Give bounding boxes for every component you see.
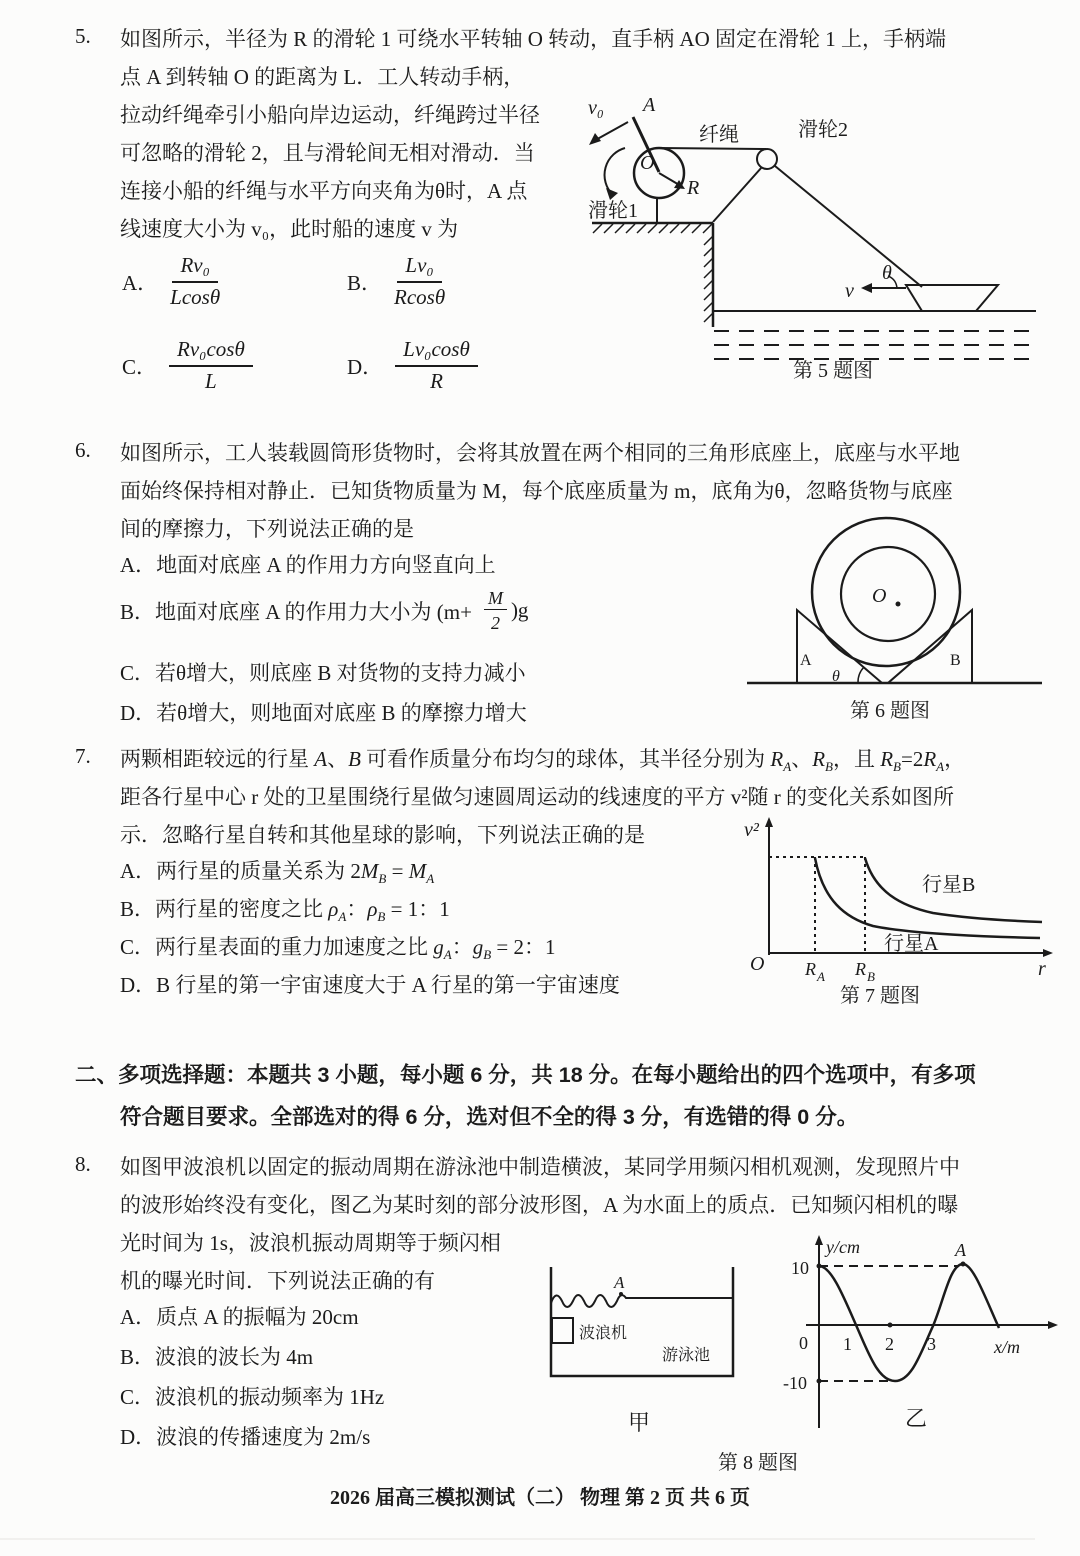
center-dot <box>896 602 901 607</box>
fraction <box>484 588 507 633</box>
rope-top <box>659 148 766 149</box>
q6-figure-lines <box>747 518 1042 683</box>
q5-line-4: 可忽略的滑轮 2，且与滑轮间无相对滑动．当 <box>120 141 535 165</box>
fraction <box>170 254 220 309</box>
q5-option-b <box>347 254 445 309</box>
page-footer: 2026 届高三模拟测试（二） 物理 第 2 页 共 6 页 <box>330 1487 750 1509</box>
section2-header-line-1: 二、多项选择题：本题共 3 小题，每小题 6 分，共 18 分。在每小题给出的四个选项中，有多项 <box>75 1063 976 1087</box>
figure-yi-caption: 乙 <box>905 1406 928 1431</box>
q7-line-2: 距各行星中心 r 处的卫星围绕行星做匀速圆周运动的线速度的平方 v²随 r 的变化关系如图所 <box>120 785 955 809</box>
point-A-label: A <box>955 1240 966 1260</box>
v-label: v <box>845 280 854 302</box>
q7-option-d: D．B 行星的第一宇宙速度大于 A 行星的第一宇宙速度 <box>120 973 620 997</box>
q8-option-d: D．波浪的传播速度为 2m/s <box>120 1425 371 1449</box>
origin-label: O <box>750 953 765 975</box>
option-label: A． <box>122 270 159 295</box>
wave-machine-label: 波浪机 <box>579 1325 628 1342</box>
q6-option-d: D．若θ增大，则地面对底座 B 的摩擦力增大 <box>120 701 527 725</box>
tick-dot-plus10 <box>817 1264 822 1269</box>
rotation-arc <box>605 148 625 194</box>
pulley-2-circle <box>757 149 777 169</box>
q7-number: 7. <box>75 744 91 768</box>
tick-zero: 0 <box>799 1333 808 1353</box>
q6-number: 6. <box>75 438 91 462</box>
x-axis-label: x/m <box>994 1337 1020 1357</box>
rope-label: 纤绳 <box>699 124 739 146</box>
q6-option-a: A．地面对底座 A 的作用力方向竖直向上 <box>120 553 496 577</box>
fraction <box>395 338 478 393</box>
pool-label: 游泳池 <box>662 1347 711 1364</box>
v-arrowhead <box>861 283 872 293</box>
q7-line-1: 两颗相距较远的行星 A、B 可看作质量分布均匀的球体，其半径分别为 $R_A$、$R_B$，且 $R_B=2R_A$， <box>120 747 966 775</box>
q6-line-2: 面始终保持相对静止．已知货物质量为 M，每个底座质量为 m，底角为θ，忽略货物与底座 <box>120 479 953 503</box>
planet-A-curve-label: 行星A <box>884 933 939 955</box>
fraction <box>394 254 445 309</box>
q6-line-3: 间的摩擦力，下列说法正确的是 <box>120 517 414 541</box>
q5-line-5: 连接小船的纤绳与水平方向夹角为θ时，A 点 <box>120 179 528 203</box>
q6-option-b <box>120 588 528 633</box>
q8-option-a: A．质点 A 的振幅为 20cm <box>120 1305 359 1329</box>
fraction <box>169 338 253 393</box>
tick-x3: 3 <box>927 1334 936 1354</box>
tick-RA-sub: A <box>817 969 825 984</box>
ground-hatching <box>593 224 712 233</box>
q8-figure-waveform <box>785 1232 1070 1437</box>
fraction-numerator: M <box>484 588 507 610</box>
q5-number: 5. <box>75 24 91 48</box>
wedge-A-label: A <box>800 652 812 669</box>
q7-option-c: C．两行星表面的重力加速度之比 $g_A$：$g_B = 2$：1 <box>120 935 556 963</box>
x-axis-arrowhead <box>1043 949 1053 957</box>
fraction-denominator: L <box>205 368 217 393</box>
fraction-numerator: Lv₀ <box>397 254 441 283</box>
fraction-denominator: Rcosθ <box>394 284 446 309</box>
q5-figure-lines <box>592 117 1036 359</box>
wedge-B-label: B <box>950 652 961 669</box>
q5-figure-pulley-boat <box>570 88 1045 388</box>
y-axis-label: y/cm <box>826 1237 860 1257</box>
rope-to-boat <box>775 166 922 287</box>
section2-header-line-2: 符合题目要求。全部选对的得 6 分，选对但不全的得 3 分，有选错的得 0 分。 <box>120 1105 859 1129</box>
q6-figure-cylinder-wedges <box>745 495 1045 727</box>
option-label: C． <box>122 354 158 379</box>
theta-arc <box>858 667 864 683</box>
pulley-1-label: 滑轮1 <box>588 200 638 222</box>
axis-O-label: O <box>640 152 655 174</box>
q5-line-6: 线速度大小为 v₀，此时船的速度 v 为 <box>120 217 459 241</box>
y-axis-arrowhead <box>765 817 773 827</box>
q5-option-d <box>347 338 478 393</box>
tick-RA-base: R <box>805 959 816 979</box>
v0-arrowhead <box>589 133 601 145</box>
point-A-label: A <box>643 94 656 116</box>
tick-RB-sub: B <box>867 969 875 984</box>
x-axis-arrowhead <box>1048 1321 1058 1329</box>
fraction-numerator: Rv₀ <box>172 254 217 283</box>
q6-line-1: 如图所示，工人装载圆筒形货物时，会将其放置在两个相同的三角形底座上，底座与水平地 <box>120 441 960 465</box>
wave-curve <box>819 1264 999 1381</box>
theta-label: θ <box>882 262 892 284</box>
fraction-numerator: Lv₀cosθ <box>395 338 478 367</box>
pulley-2-support <box>713 167 762 222</box>
q7-option-a: A．两行星的质量关系为 $2M_B = M_A$ <box>120 859 435 887</box>
radius-R-label: R <box>687 177 700 199</box>
tick-dot-minus10 <box>817 1379 822 1384</box>
y-axis-label: v² <box>744 819 759 841</box>
fraction-denominator: 2 <box>490 613 500 634</box>
q7-option-b: B．两行星的密度之比 $\rho_A$：$\rho_B = 1$：1 <box>120 897 450 925</box>
point-A-dot <box>619 1292 623 1296</box>
point-A-label: A <box>614 1273 625 1292</box>
q8-number: 8. <box>75 1152 91 1176</box>
v0-label: v₀ <box>588 97 604 119</box>
q8-figure-caption: 第 8 题图 <box>718 1452 798 1474</box>
figure-jia-caption: 甲 <box>628 1410 651 1435</box>
pulley-2-label: 滑轮2 <box>798 119 848 141</box>
tick-dot-x2 <box>888 1323 893 1328</box>
tick-x2: 2 <box>885 1334 894 1354</box>
rotation-arrowhead <box>606 188 618 200</box>
q7-line-3: 示．忽略行星自转和其他星球的影响，下列说法正确的是 <box>120 823 645 847</box>
tick-x1: 1 <box>843 1334 852 1354</box>
q5-line-3: 拉动纤绳牵引小船向岸边运动，纤绳跨过半径 <box>120 103 540 127</box>
q5-option-a <box>122 254 220 309</box>
option-b-post: )g <box>510 598 529 623</box>
tick-minus10: -10 <box>783 1373 807 1393</box>
theta-label: θ <box>832 668 840 685</box>
center-O-label: O <box>872 585 887 607</box>
fraction-numerator: Rv₀cosθ <box>169 338 253 367</box>
curve-planet-A <box>815 858 1040 938</box>
water-surface-wave <box>551 1295 733 1307</box>
q6-option-c: C．若θ增大，则底座 B 对货物的支持力减小 <box>120 661 526 685</box>
option-label: B． <box>347 270 383 295</box>
tick-plus10: 10 <box>791 1258 809 1278</box>
wave-machine-box <box>552 1318 573 1343</box>
cylinder-inner-circle <box>841 547 935 641</box>
boat <box>906 285 998 311</box>
planet-B-curve-label: 行星B <box>922 874 976 896</box>
q5-line-1: 如图所示，半径为 R 的滑轮 1 可绕水平转轴 O 转动，直手柄 AO 固定在滑轮 1 上，手柄端 <box>120 27 947 51</box>
option-b-pre: B．地面对底座 A 的作用力大小为 (m+ <box>120 599 472 624</box>
waveform-arrowheads-dots <box>815 1235 1058 1384</box>
q8-line-3: 光时间为 1s，波浪机振动周期等于频闪相 <box>120 1231 501 1255</box>
q8-line-4: 机的曝光时间．下列说法正确的有 <box>120 1269 435 1293</box>
option-label: D． <box>347 354 384 379</box>
point-A-dot <box>961 1262 966 1267</box>
fraction-denominator: R <box>430 368 443 393</box>
q8-option-b: B．波浪的波长为 4m <box>120 1345 314 1369</box>
scan-artifact-line <box>0 1538 1035 1540</box>
q8-option-c: C．波浪机的振动频率为 1Hz <box>120 1385 385 1409</box>
q7-figure-v2-r-graph <box>740 812 1062 1014</box>
q6-figure-caption: 第 6 题图 <box>850 700 930 722</box>
q8-line-1: 如图甲波浪机以固定的振动周期在游泳池中制造横波，某同学用频闪相机观测，发现照片中 <box>120 1155 960 1179</box>
x-axis-label: r <box>1038 958 1046 980</box>
fraction-denominator: Lcosθ <box>170 284 221 309</box>
y-axis-arrowhead <box>815 1235 823 1245</box>
q5-figure-caption: 第 5 题图 <box>793 360 873 382</box>
wedge-B <box>888 610 972 683</box>
q5-line-2: 点 A 到转轴 O 的距离为 L．工人转动手柄， <box>120 65 525 89</box>
wall-hatching <box>704 236 713 322</box>
q5-option-c <box>122 338 253 393</box>
q7-figure-caption: 第 7 题图 <box>840 985 920 1007</box>
tick-RB-base: R <box>855 959 866 979</box>
q8-line-2: 的波形始终没有变化，图乙为某时刻的部分波形图，A 为水面上的质点．已知频闪相机的曝 <box>120 1193 959 1217</box>
